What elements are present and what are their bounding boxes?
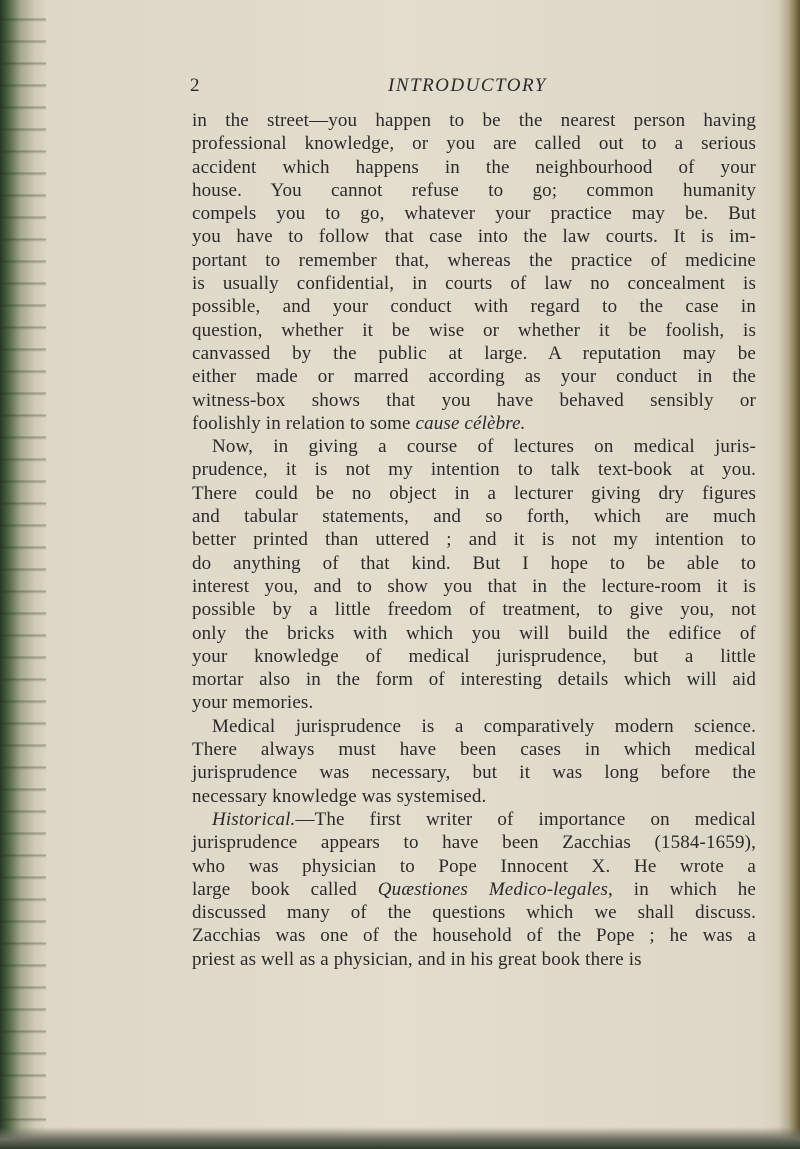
text-line: possible, and your conduct with regard to the case in xyxy=(192,296,756,318)
text-line: is usually confidential, in courts of law no concealment is xyxy=(192,273,756,295)
text-line xyxy=(192,878,756,901)
text-line: better printed than uttered ; and it is not my intention to xyxy=(192,529,756,551)
page-number: 2 xyxy=(190,75,200,96)
text-line: interest you, and to show you that in the lecture-room it is xyxy=(192,575,756,597)
text-line: mortar also in the form of interesting details which will aid xyxy=(192,669,756,691)
text-line: do anything of that kind. But I hope to be able to xyxy=(192,552,756,574)
text-line: you have to follow that case into the law courts. It is im- xyxy=(192,226,756,248)
text-line: possible by a little freedom of treatment, to give you, not xyxy=(192,599,756,621)
text-line: accident which happens in the neighbourhood of your xyxy=(192,156,756,178)
text-run: large book called xyxy=(192,878,378,900)
text-line: house. You cannot refuse to go; common humanity xyxy=(192,179,756,201)
text-line: your memories. xyxy=(192,692,314,714)
text-line: canvassed by the public at large. A reputation may be xyxy=(192,342,756,364)
text-run: foolishly in relation to some xyxy=(192,412,416,434)
text-line: necessary knowledge was systemised. xyxy=(192,785,487,807)
page-edge-bottom xyxy=(0,1127,800,1149)
text-line: priest as well as a physician, and in his great book there is xyxy=(192,948,642,970)
text-line: only the bricks with which you will build the edifice of xyxy=(192,622,756,644)
body-text xyxy=(192,109,756,971)
text-line: and tabular statements, and so forth, which are much xyxy=(192,506,756,528)
text-line: There could be no object in a lecturer giving dry figures xyxy=(192,482,756,504)
italic-text: Historical. xyxy=(212,808,296,830)
text-line: witness-box shows that you have behaved sensibly or xyxy=(192,389,756,411)
text-line: jurisprudence was necessary, but it was long before the xyxy=(192,762,756,784)
text-run: , in which he xyxy=(608,878,756,900)
text-line: compels you to go, whatever your practice may be. But xyxy=(192,203,756,225)
text-line: who was physician to Pope Innocent X. He wrote a xyxy=(192,855,756,877)
text-line: There always must have been cases in which medical xyxy=(192,739,756,761)
text-line: jurisprudence appears to have been Zacchias (1584-1659), xyxy=(192,832,756,854)
text-run: —The first writer of importance on medical xyxy=(295,808,756,830)
text-line: prudence, it is not my intention to talk text-book at you. xyxy=(192,459,756,481)
text-line: either made or marred according as your conduct in the xyxy=(192,366,756,388)
page-edge-right xyxy=(778,0,800,1149)
running-head-title: INTRODUCTORY xyxy=(388,75,547,96)
text-line: portant to remember that, whereas the practice of medicine xyxy=(192,249,756,271)
text-line: Medical jurisprudence is a comparatively modern science. xyxy=(212,715,756,737)
text-line: professional knowledge, or you are called out to a serious xyxy=(192,133,756,155)
text-line: in the street—you happen to be the nearest person having xyxy=(192,110,756,131)
book-spine-shadow xyxy=(0,0,46,1149)
italic-text: Quæstiones Medico-legales xyxy=(377,878,609,900)
text-line: your knowledge of medical jurisprudence, but a little xyxy=(192,645,756,667)
text-line: Now, in giving a course of lectures on medical juris- xyxy=(212,436,756,458)
text-line xyxy=(192,808,756,831)
italic-text: cause célèbre. xyxy=(415,412,526,434)
text-line: question, whether it be wise or whether it be foolish, is xyxy=(192,319,756,341)
text-line: discussed many of the questions which we shall discuss. xyxy=(192,902,756,924)
text-line xyxy=(192,412,756,435)
running-head xyxy=(190,75,756,103)
text-line: Zacchias was one of the household of the Pope ; he was a xyxy=(192,925,756,947)
